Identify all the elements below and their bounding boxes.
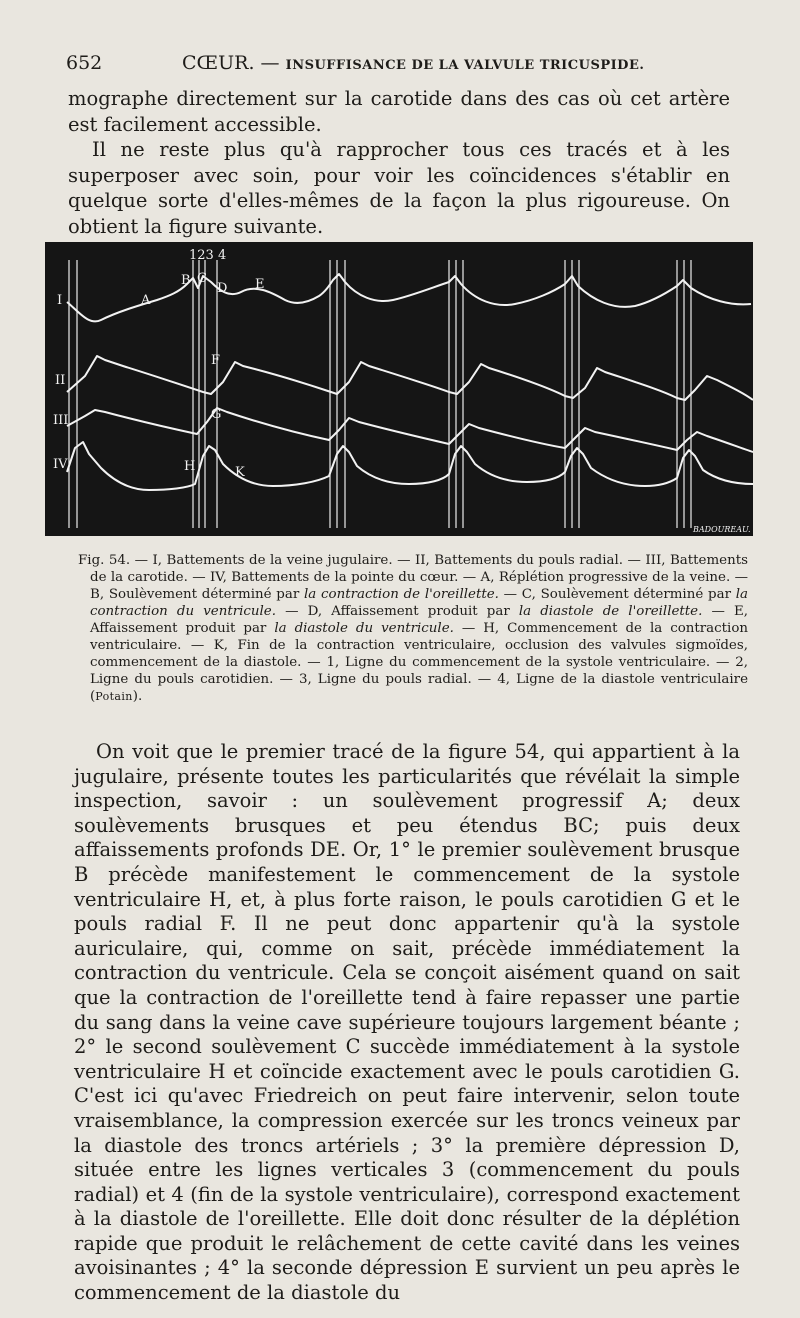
engraver-signature: BADOUREAU. [693, 525, 751, 534]
plate-background [45, 242, 753, 536]
running-header [66, 52, 746, 80]
caption-part-1: — I, Battements de la veine jugulaire. — II, Battements du pouls radial. — III, Battements de la carotide. — IV, Battements de la pointe du cœur. — A, Réplétion progressive de la veine. — B, Soulèvement déterminé par [90, 553, 748, 602]
tracing-plate [45, 242, 753, 536]
caption-italic-3: la diastole de l'oreillette. [518, 604, 703, 619]
caption-italic-2: la contraction du ventricule. [90, 587, 749, 619]
running-title [182, 52, 644, 74]
caption-part-6: ). [132, 689, 143, 704]
caption-part-2: — C, Soulèvement déterminé par [498, 587, 736, 602]
body-text [74, 740, 740, 1306]
caption-fig-label: Fig. 54. [78, 553, 131, 568]
point-label-f: F [211, 353, 221, 368]
intro-paragraph-1: mographe directement sur la carotide dans des cas où cet artère est facilement accessible. [68, 87, 730, 136]
caption-part-3: — D, Affaissement produit par [275, 604, 519, 619]
figure-caption [78, 552, 748, 705]
point-label-c: C [197, 271, 207, 286]
caption-part-5: — H, Commencement de la contraction ventriculaire. — K, Fin de la contraction ventriculaire, occlusion des valvules sigmoïdes, commencement de la diastole. — 1, Ligne du commencement de la systole ventriculaire. — 2, Ligne du pouls carotidien. — 3, Ligne du pouls radial. — 4, Ligne de la diastole ventriculaire ( [90, 621, 749, 704]
point-label-b: B [181, 273, 191, 288]
trace-label-iii: III [53, 413, 69, 428]
point-label-a: A [141, 293, 151, 308]
point-label-d: D [217, 281, 228, 296]
running-title-main: CŒUR. [182, 52, 255, 74]
caption-italic-1: la contraction de l'oreillette. [304, 587, 499, 602]
point-label-e: E [255, 277, 265, 292]
point-label-g: G [211, 407, 222, 422]
intro-paragraph-2: Il ne reste plus qu'à rapprocher tous ces tracés et à les superposer avec soin, pour voir les coïncidences s'établir en quelque sorte d'elles-mêmes de la façon la plus rigoureuse. On obtient la figure suivante. [68, 138, 730, 238]
intro-text [68, 86, 730, 239]
body-paragraph: On voit que le premier tracé de la figure 54, qui appartient à la jugulaire, présente toutes les particularités que révélait la simple inspection, savoir : un soulèvement progressif A; deux soulèvements brusques et peu étendus BC; puis deux affaissements profonds DE. Or, 1° le premier soulèvement brusque B précède manifestement le commencement de la systole ventriculaire H, et, à plus forte raison, le pouls carotidien G et le pouls radial F. Il ne peut donc appartenir qu'à la systole auriculaire, qui, comme on sait, précède immédiatement la contraction du ventricule. Cela se conçoit aisément quand on sait que la contraction de l'oreillette tend à faire repasser une partie du sang dans la veine cave supérieure toujours largement béante ; 2° le second soulèvement C succède immédiatement à la systole ventriculaire H et coïncide exactement avec le pouls carotidien G. C'est ici qu'avec Friedreich on peut faire intervenir, selon toute vraisemblance, la compression exercée sur les troncs veineux par la diastole des troncs artériels ; 3° la première dépression D, située entre les lignes verticales 3 (commencement du pouls radial) et 4 (fin de la systole ventriculaire), correspond exactement à la diastole de l'oreillette. Elle doit donc résulter de la déplétion rapide que produit le relâchement de cette cavité dans les veines avoisinantes ; 4° la seconde dépression E survient un peu après le commencement de la diastole du [74, 740, 740, 1305]
line-numbers-label: 123 4 [189, 248, 227, 263]
page-number: 652 [66, 52, 103, 74]
trace-label-ii: II [55, 373, 66, 388]
caption-part-4: — E, Affaissement produit par [90, 604, 748, 636]
caption-italic-4: la diastole du ventricule. [274, 621, 454, 636]
point-label-k: K [235, 465, 245, 480]
trace-label-i: I [57, 293, 63, 308]
trace-label-iv: IV [53, 457, 68, 472]
running-title-section: INSUFFISANCE DE LA VALVULE TRICUSPIDE. [285, 58, 645, 73]
caption-author: Potain [95, 690, 133, 703]
running-title-dash: — [254, 52, 286, 74]
point-label-h: H [184, 459, 196, 474]
figure-54-sphygmograph [45, 242, 753, 536]
